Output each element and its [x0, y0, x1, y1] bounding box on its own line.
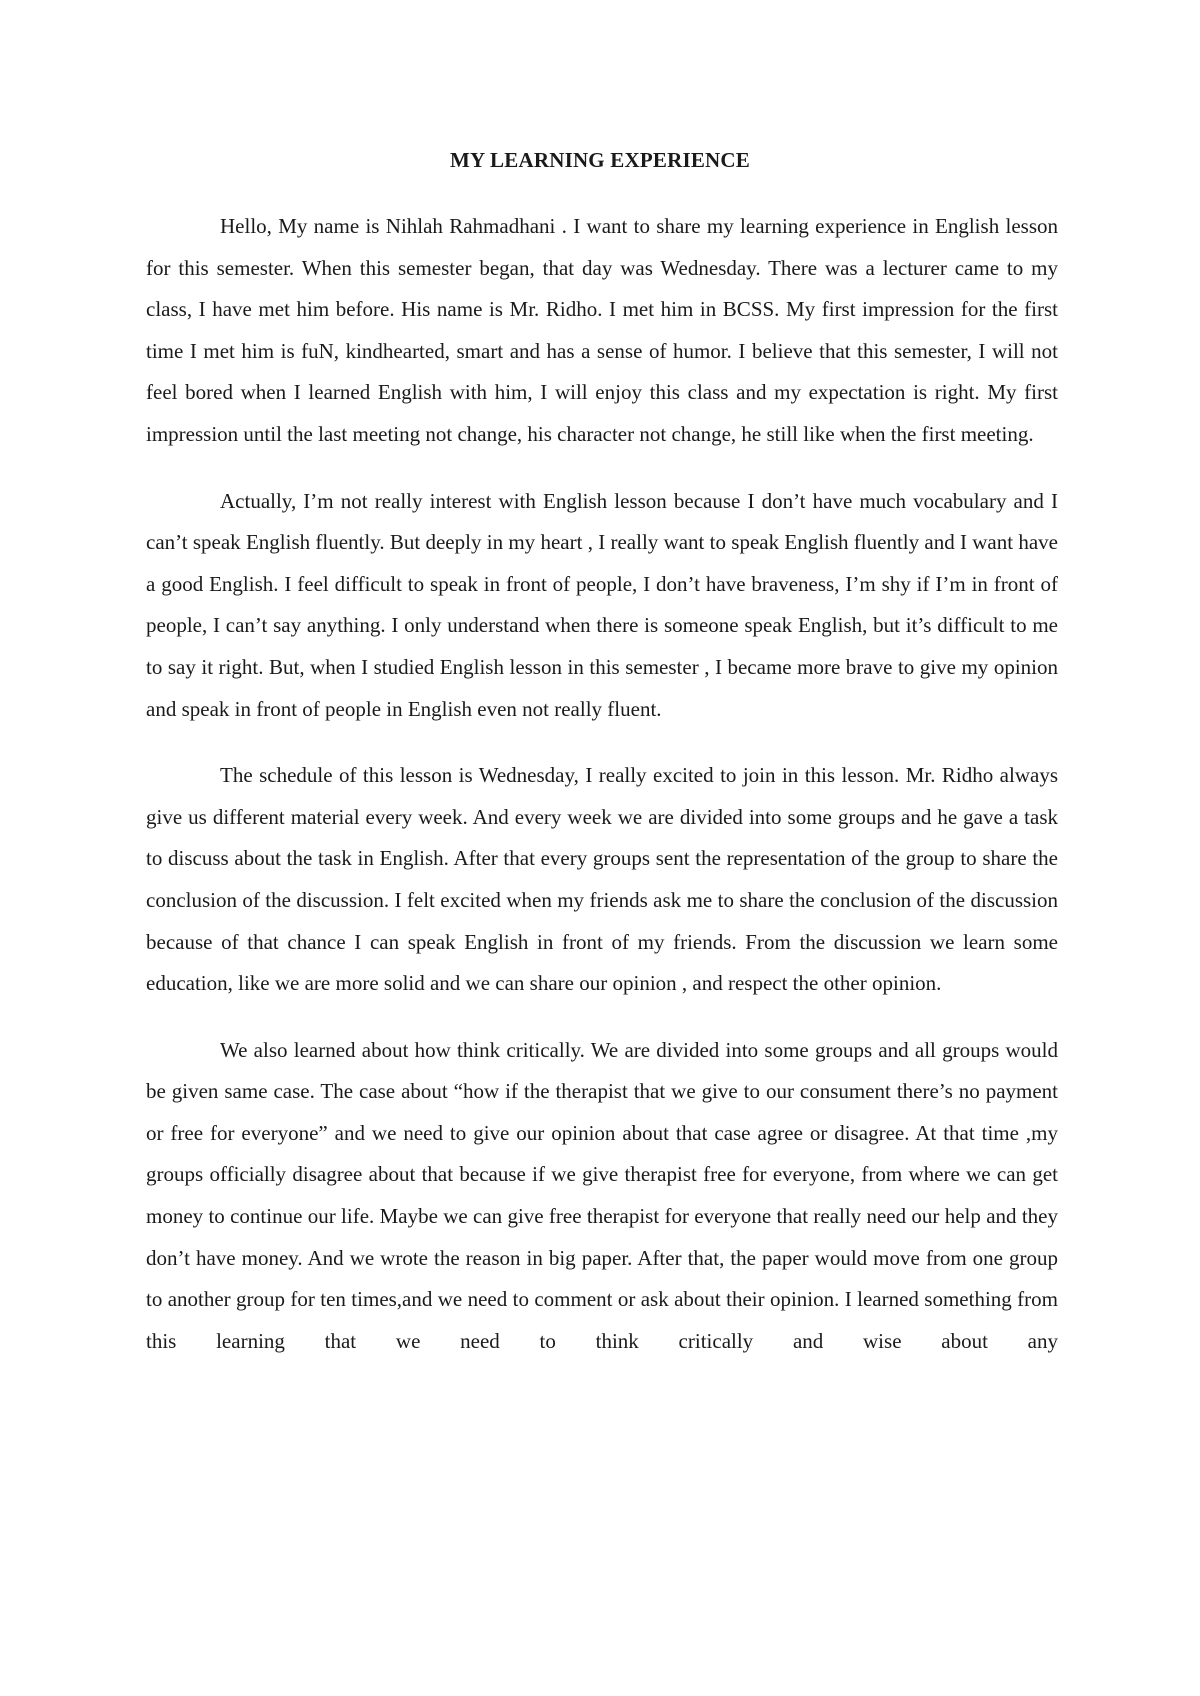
paragraph-schedule: The schedule of this lesson is Wednesday, I really excited to join in this lesson. Mr. Ridho always give us different material every week. And every week we are divided into some groups and he gave a task to discuss about the task in English. After that every groups sent the representation of the group to share the conclusion of the discussion. I felt excited when my friends ask me to share the conclusion of the discussion because of that chance I can speak English in front of my friends. From the discussion we learn some education, like we are more solid and we can share our opinion , and respect the other opinion.	[146, 763, 1058, 996]
document-body	[146, 206, 1058, 1387]
paragraph-critical-thinking: We also learned about how think critically. We are divided into some groups and all groups would be given same case. The case about “how if the therapist that we give to our consument there’s no payment or free for everyone” and we need to give our opinion about that case agree or disagree. At that time ,my groups officially disagree about that because if we give therapist free for everyone, from where we can get money to continue our life. Maybe we can give free therapist for everyone that really need our help and they don’t have money. And we wrote the reason in big paper. After that, the paper would move from one group to another group for ten times,and we need to comment or ask about their opinion. I learned something from this learning that we need to think critically and wise about any	[146, 1037, 1058, 1353]
paragraph-english-interest: Actually, I’m not really interest with English lesson because I don’t have much vocabulary and I can’t speak English fluently. But deeply in my heart , I really want to speak English fluently and I want have a good English. I feel difficult to speak in front of people, I don’t have braveness, I’m shy if I’m in front of people, I can’t say anything. I only understand when there is someone speak English, but it’s difficult to me to say it right. But, when I studied English lesson in this semester , I became more brave to give my opinion and speak in front of people in English even not really fluent.	[146, 488, 1058, 721]
document-title: MY LEARNING EXPERIENCE	[450, 148, 750, 172]
paragraph-introduction: Hello, My name is Nihlah Rahmadhani . I want to share my learning experience in English lesson for this semester. When this semester began, that day was Wednesday. There was a lecturer came to my class, I have met him before. His name is Mr. Ridho. I met him in BCSS. My first impression for the first time I met him is fuN, kindhearted, smart and has a sense of humor. I believe that this semester, I will not feel bored when I learned English with him, I will enjoy this class and my expectation is right. My first impression until the last meeting not change, his character not change, he still like when the first meeting.	[146, 214, 1058, 446]
